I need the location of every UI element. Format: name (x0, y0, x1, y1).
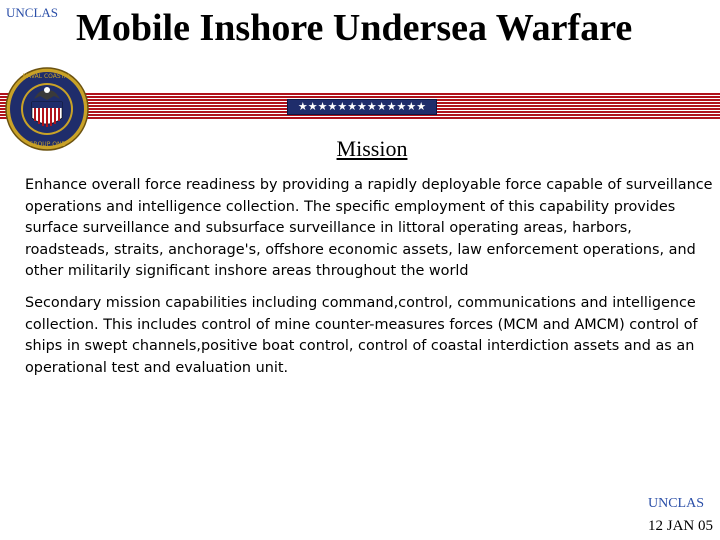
svg-text:GROUP ONE: GROUP ONE (28, 141, 66, 148)
classification-marking-top: UNCLAS (6, 5, 59, 20)
date-label: 12 JAN 05 (648, 518, 714, 534)
star-row: ★★★★★★★★★★★★★ (297, 100, 427, 113)
mission-paragraph-secondary: Secondary mission capabilities including command,control, communications and intelligence collection. This includes control of mine counter-measures forces (MCM and AMCM) control of ships in swept channels,positive boat control, control of coastal interdiction assets and as an operational test and evaluation unit. (25, 295, 698, 376)
svg-text:NAVAL COASTAL: NAVAL COASTAL (22, 73, 72, 80)
classification-marking-bottom: UNCLAS (648, 496, 705, 511)
mission-heading (0, 136, 720, 162)
mission-heading-text: Mission (336, 136, 408, 161)
star-banner (287, 99, 437, 115)
page-title: Mobile Inshore Undersea Warfare (76, 7, 633, 49)
mission-paragraph-primary: Enhance overall force readiness by providing a rapidly deployable force capable of surveillance operations and intelligence collection. The specific employment of this capability provides surface surveillance and subsurface surveillance in littoral operating areas, harbors, roadsteads, straits, anchorage's, offshore economic assets, law enforcement operations, and other militarily significant inshore areas throughout the world (25, 177, 713, 280)
